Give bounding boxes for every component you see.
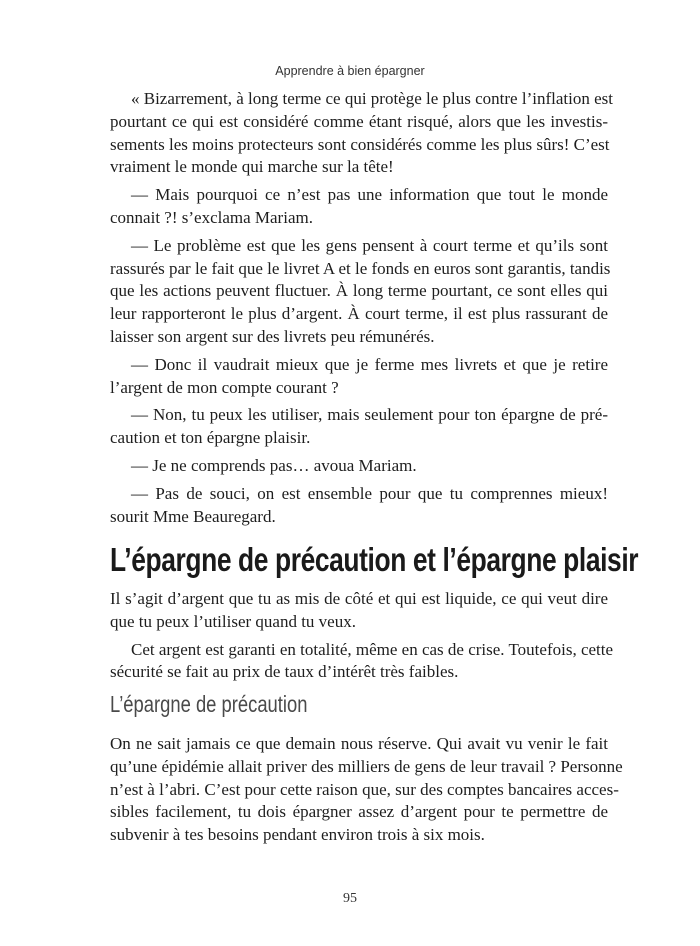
text-line: n’est à l’abri. C’est pour cette raison que, sur des comptes bancaires acces- bbox=[110, 779, 619, 799]
text-line: Il s’agit d’argent que tu as mis de côté et qui est liquide, ce qui veut dire bbox=[110, 589, 608, 608]
text-line: rassurés par le fait que le livret A et le fonds en euros sont garantis, tandis bbox=[110, 258, 611, 278]
text-line: sécurité se fait au prix de taux d’intérêt très faibles. bbox=[110, 662, 459, 682]
text-line: Cet argent est garanti en totalité, même en cas de crise. Toutefois, cette bbox=[131, 639, 614, 659]
section-heading: L’épargne de précaution et l’épargne plaisir bbox=[110, 541, 639, 578]
paragraph bbox=[110, 588, 608, 634]
paragraph bbox=[110, 404, 608, 450]
text-line: On ne sait jamais ce que demain nous réserve. Qui avait vu venir le fait bbox=[110, 734, 608, 753]
text-line: leur rapporteront le plus d’argent. À court terme, il est plus rassurant de bbox=[110, 304, 608, 324]
text-line: vraiment le monde qui marche sur la tête! bbox=[110, 157, 394, 177]
text-line: l’argent de mon compte courant ? bbox=[110, 377, 339, 397]
text-line: qu’une épidémie allait priver des milliers de gens de leur travail ? Personne bbox=[110, 756, 623, 776]
intro-block bbox=[110, 588, 614, 684]
text-line: caution et ton épargne plaisir. bbox=[110, 428, 311, 448]
paragraph bbox=[110, 455, 608, 478]
text-line: — Le problème est que les gens pensent à court terme et qu’ils sont bbox=[131, 235, 608, 255]
subsection-heading: L’épargne de précaution bbox=[110, 691, 308, 717]
paragraph bbox=[110, 184, 608, 230]
section-block bbox=[110, 733, 623, 847]
text-line: pourtant ce qui est considéré comme étant risqué, alors que les investis- bbox=[110, 111, 608, 131]
text-line: — Mais pourquoi ce n’est pas une information que tout le monde bbox=[131, 185, 608, 205]
dialogue-block bbox=[110, 88, 613, 528]
text-line: laisser son argent sur des livrets peu rémunérés. bbox=[110, 326, 435, 346]
paragraph bbox=[110, 733, 623, 847]
text-line: connait ?! s’exclama Mariam. bbox=[110, 207, 313, 227]
paragraph bbox=[110, 639, 614, 685]
paragraph bbox=[110, 235, 611, 349]
paragraph bbox=[110, 88, 613, 179]
text-line: — Je ne comprends pas… avoua Mariam. bbox=[131, 455, 417, 475]
text-line: « Bizarrement, à long terme ce qui protège le plus contre l’inflation est bbox=[131, 89, 613, 108]
text-line: sourit Mme Beauregard. bbox=[110, 506, 276, 526]
text-line: — Donc il vaudrait mieux que je ferme mes livrets et que je retire bbox=[131, 354, 608, 374]
text-line: sibles facilement, tu dois épargner assez d’argent pour te permettre de bbox=[110, 802, 608, 822]
text-line: — Non, tu peux les utiliser, mais seulement pour ton épargne de pré- bbox=[131, 405, 608, 425]
running-header: Apprendre à bien épargner bbox=[275, 64, 425, 78]
text-line: subvenir à tes besoins pendant environ trois à six mois. bbox=[110, 825, 485, 845]
paragraph bbox=[110, 483, 608, 529]
page-number: 95 bbox=[343, 891, 357, 906]
text-line: que tu peux l’utiliser quand tu veux. bbox=[110, 611, 356, 631]
text-line: sements les moins protecteurs sont considérés comme les plus sûrs! C’est bbox=[110, 134, 610, 154]
text-line: — Pas de souci, on est ensemble pour que tu comprennes mieux! bbox=[131, 483, 608, 503]
paragraph bbox=[110, 354, 608, 400]
text-line: que les actions peuvent fluctuer. À long terme pourtant, ce sont elles qui bbox=[110, 281, 608, 301]
